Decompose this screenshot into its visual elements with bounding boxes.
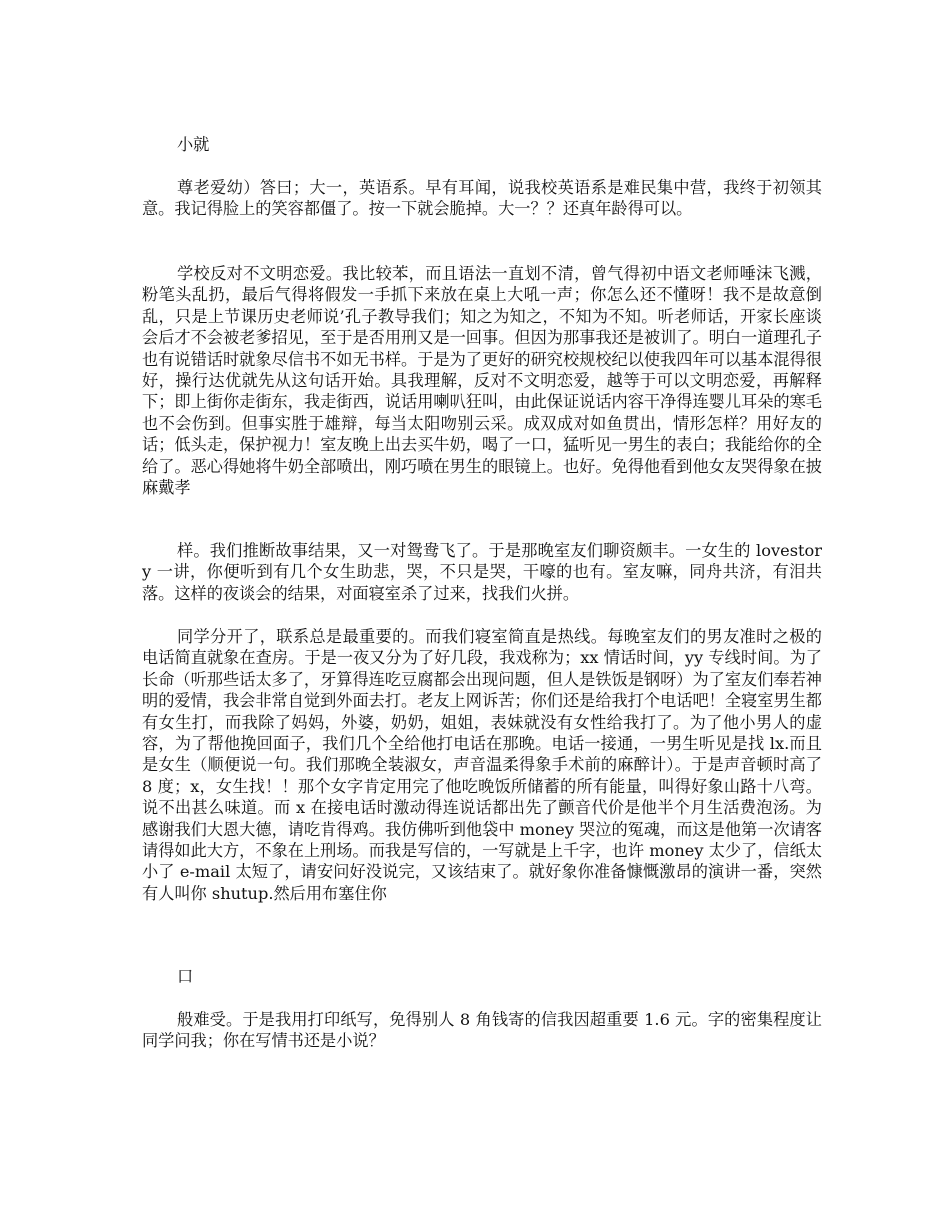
- paragraph-4: 样。我们推断故事结果，又一对鸳鸯飞了。于是那晚室友们聊资颇丰。一女生的 lovestory 一讲，你便听到有几个女生助悲，哭，不只是哭，干嚎的也有。室友嘛，同舟共济，有泪共落。这样的夜谈会的结果，对面寝室杀了过来，找我们火拼。: [142, 541, 822, 603]
- paragraph-5: 同学分开了，联系总是最重要的。而我们寝室简直是热线。每晚室友们的男友准时之极的电话简直就象在查房。于是一夜又分为了好几段，我戏称为；xx 情话时间，yy 专线时间。为了长命（听那些话太多了，牙算得连吃豆腐都会出现问题，但人是铁饭是钢呀）为了室友们奉若神明的爱情，我会非常自觉到外面去打。老友上网诉苦；你们还是给我打个电话吧！全寝室男生都有女生打，而我除了妈妈，外婆，奶奶，姐姐，表妹就没有女性给我打了。为了他小男人的虚容，为了帮他挽回面子，我们几个全给他打电话在那晚。电话一接通，一男生听见是找 lx.而且是女生（顺便说一句。我们那晚全装淑女，声音温柔得象手术前的麻醉计）。于是声音顿时高了 8 度；x，女生找！！那个女字肯定用完了他吃晚饭所储蓄的所有能量，叫得好象山路十八弯。说不出甚么味道。而 x 在接电话时激动得连说话都出先了颤音代价是他半个月生活费泡汤。为感谢我们大恩大德，请吃肯得鸡。我仿佛听到他袋中 money 哭泣的冤魂，而这是他第一次请客请得如此大方，不象在上刑场。而我是写信的，一写就是上千字，也许 money 太少了，信纸太小了 e-mail 太短了，请安问好没说完，又该结束了。就好象你准备慷慨激昂的演讲一番，突然有人叫你 shutup.然后用布塞住你: [142, 627, 822, 903]
- paragraph-1: 小就: [177, 135, 210, 154]
- paragraph-6: 口: [177, 967, 194, 986]
- paragraph-2: 尊老爱幼）答曰；大一，英语系。早有耳闻，说我校英语系是难民集中营，我终于初领其意。我记得脸上的笑容都僵了。按一下就会脆掉。大一？？还真年龄得可以。: [142, 178, 822, 219]
- paragraph-7: 般难受。于是我用打印纸写，免得别人 8 角钱寄的信我因超重要 1.6 元。字的密集程度让同学问我；你在写情书还是小说？: [142, 1010, 822, 1051]
- paragraph-3: 学校反对不文明恋爱。我比较苯，而且语法一直划不清，曾气得初中语文老师唾沫飞溅，粉笔头乱扔，最后气得将假发一手抓下来放在桌上大吼一声；你怎么还不懂呀！我不是故意倒乱，只是上节课历史老师说’孔子教导我们；知之为知之，不知为不知。听老师话，开家长座谈会后才不会被老爹招见，至于是否用刑又是一回事。但因为那事我还是被训了。明白一道理孔子也有说错话时就象尽信书不如无书样。于是为了更好的研究校规校纪以使我四年可以基本混得很好，操行达优就先从这句话开始。具我理解，反对不文明恋爱，越等于可以文明恋爱，再解释下；即上街你走街东，我走街西，说话用喇叭狂叫，由此保证说话内容干净得连婴儿耳朵的寒毛也不会伤到。但事实胜于雄辩，每当太阳吻别云采。成双成对如鱼贯出，情形怎样？用好友的话；低头走，保护视力！室友晚上出去买牛奶，喝了一口，猛听见一男生的表白；我能给你的全给了。恶心得她将牛奶全部喷出，刚巧喷在男生的眼镜上。也好。免得他看到他女友哭得象在披麻戴孝: [142, 264, 822, 498]
